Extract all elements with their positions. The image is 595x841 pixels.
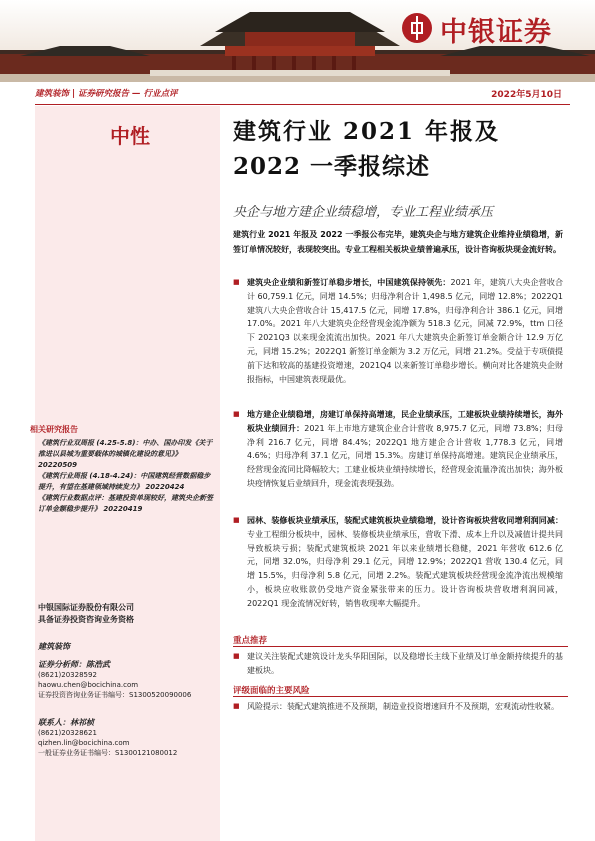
focus-section-title: 重点推荐 bbox=[233, 636, 268, 646]
related-reports-list bbox=[38, 438, 216, 515]
analyst-name: 证券分析师：陈浩武 bbox=[38, 660, 110, 669]
analyst-card bbox=[38, 660, 191, 700]
bullet-square-icon: ■ bbox=[233, 516, 240, 524]
analyst-cert: 证券投资咨询业务证书编号：S1300520090006 bbox=[38, 691, 192, 699]
related-report-item[interactable]: 《建筑行业周报 (4.18-4.24)：中国建筑经营数据稳步提升，有望在基建领域持续发力》 20220424 bbox=[38, 472, 211, 491]
section-divider bbox=[233, 646, 568, 647]
risk-text: 风险提示：装配式建筑推进不及预期，制造业投资增速回升不及预期，宏观流动性收紧。 bbox=[247, 702, 559, 711]
bullet-point bbox=[233, 408, 563, 491]
contact-phone: (8621)20328621 bbox=[38, 729, 97, 737]
bullet-point bbox=[233, 514, 563, 611]
bullet-body: 2021 年上市地方建筑企业合计营收 8,975.7 亿元，同增 73.8%；归母净利 216.7 亿元，同增 84.4%；2022Q1 地方建企合计营收 1,778.3 亿元，同增 4.6%；归母净利 37.1 亿元，同增 15.3%。房建订单保持高增速。建筑民企业绩承压，经营现金流同比降幅较大；工建业板块业绩持续增长，经营现金流量净流出加快；海外板块疫情恢复后业绩回升，现金流表现强劲。 bbox=[247, 423, 563, 488]
report-title-line2: 2022 一季报综述 bbox=[233, 153, 431, 180]
report-category: 建筑装饰 | 证券研究报告 — 行业点评 bbox=[35, 89, 178, 99]
bullet-point bbox=[233, 276, 563, 386]
report-date: 2022年5月10日 bbox=[491, 90, 562, 100]
focus-bullet bbox=[233, 650, 563, 678]
contact-name: 联系人：林祁桢 bbox=[38, 718, 94, 727]
focus-text: 建议关注装配式建筑设计龙头华阳国际，以及稳增长主线下业绩及订单金额持续提升的基建板块。 bbox=[247, 652, 563, 675]
contact-cert: 一般证券业务证书编号：S1300121080012 bbox=[38, 749, 178, 757]
bullet-heading: 建筑央企业绩和新签订单稳步增长，中国建筑保持领先： bbox=[247, 278, 451, 287]
rating-label: 中性 bbox=[110, 124, 150, 148]
risk-bullet bbox=[233, 700, 563, 714]
lead-summary: 建筑行业 2021 年报及 2022 一季报公布完毕，建筑央企与地方建筑企业维持业绩稳增，新签订单情况较好，表现较突出。专业工程相关板块业绩普遍承压，设计咨询板块现金流好转。 bbox=[233, 230, 563, 254]
report-meta-bar bbox=[35, 84, 570, 105]
analyst-phone: (8621)20328592 bbox=[38, 671, 97, 679]
related-report-item[interactable]: 《建筑行业双周报 (4.25-5.8)：中办、国办印发《关于推进以县城为重要载体的城镇化建设的意见》》 20220509 bbox=[38, 439, 213, 469]
sector-label: 建筑装饰 bbox=[38, 642, 70, 651]
bullet-heading: 园林、装修板块业绩承压，装配式建筑板块业绩稳增，设计咨询板块营收同增利润同减： bbox=[247, 516, 563, 525]
related-reports-title: 相关研究报告 bbox=[30, 425, 78, 434]
bullet-square-icon: ■ bbox=[233, 410, 240, 418]
bullet-square-icon: ■ bbox=[233, 652, 240, 660]
bullet-body: 2021 年，建筑八大央企营收合计 60,759.1 亿元，同增 14.5%；归母净利合计 1,498.5 亿元，同增 12.8%；2022Q1 建筑八大央企营收合计 15,417.5 亿元，同增 17.8%，归母净利合计 386.1 亿元，同增 17.0%。2021 年八大建筑央企经营现金流净额为 518.3 亿元，同减 72.9%，ttm 口径下 2021Q3 以来现金流流出加快。2021 年八大建筑央企新签订单金额合计 12.9 万亿元，同增 15.2%；2022Q1 新签订单金额为 3.2 万亿元，同增 21.2%。受益于专项债提前下达和较高的基建投资增速，2021Q4 以来新签订单稳步增长。横向对比各建筑央企财报指标，中国建筑表现最优。 bbox=[247, 278, 564, 384]
bullet-square-icon: ■ bbox=[233, 278, 240, 286]
company-qualification: 具备证券投资咨询业务资格 bbox=[38, 615, 134, 624]
bank-logo-icon bbox=[402, 13, 432, 43]
contact-card bbox=[38, 718, 177, 758]
contact-email[interactable]: qizhen.lin@bocichina.com bbox=[38, 739, 130, 747]
company-name: 中银国际证券股份有限公司 bbox=[38, 603, 134, 612]
analyst-email[interactable]: haowu.chen@bocichina.com bbox=[38, 681, 139, 689]
report-subtitle: 央企与地方建企业绩稳增，专业工程业绩承压 bbox=[233, 205, 494, 220]
related-report-item[interactable]: 《建筑行业数据点评：基建投资单现较好，建筑央企新签订单金额稳步提升》 20220419 bbox=[38, 494, 213, 513]
risk-section-title: 评级面临的主要风险 bbox=[233, 686, 310, 696]
rating-box bbox=[35, 106, 220, 158]
bullet-heading: 地方建企业绩稳增，房建订单保持高增速，民企业绩承压，工建板块业绩持续增长，海外板块业绩回升： bbox=[247, 410, 563, 433]
report-title-line1: 建筑行业 2021 年报及 bbox=[233, 118, 501, 145]
header-banner bbox=[0, 0, 595, 82]
company-info bbox=[38, 602, 134, 626]
bullet-square-icon: ■ bbox=[233, 702, 240, 710]
brand-logo-text: 中银证券 bbox=[440, 17, 552, 48]
bullet-body: 专业工程细分板块中，园林、装修板块业绩承压，营收下滑、成本上升以及减值计提共同导致板块亏损；装配式建筑板块 2021 年以来业绩增长稳健，2021 年营收 612.6 亿元，同增 32.0%，归母净利 29.1 亿元，同增 12.9%；2022Q1 营收 130.4 亿元，同增 15.5%，归母净利 5.8 亿元，同增 2.2%。装配式建筑板块经营现金流净流出规模缩小，板块应收账款仍受地产资金紧张带来的压力。设计咨询板块营收增利润同减，2022Q1 现金流情况好转，销售收现率大幅提升。 bbox=[247, 529, 563, 608]
section-divider bbox=[233, 696, 568, 697]
